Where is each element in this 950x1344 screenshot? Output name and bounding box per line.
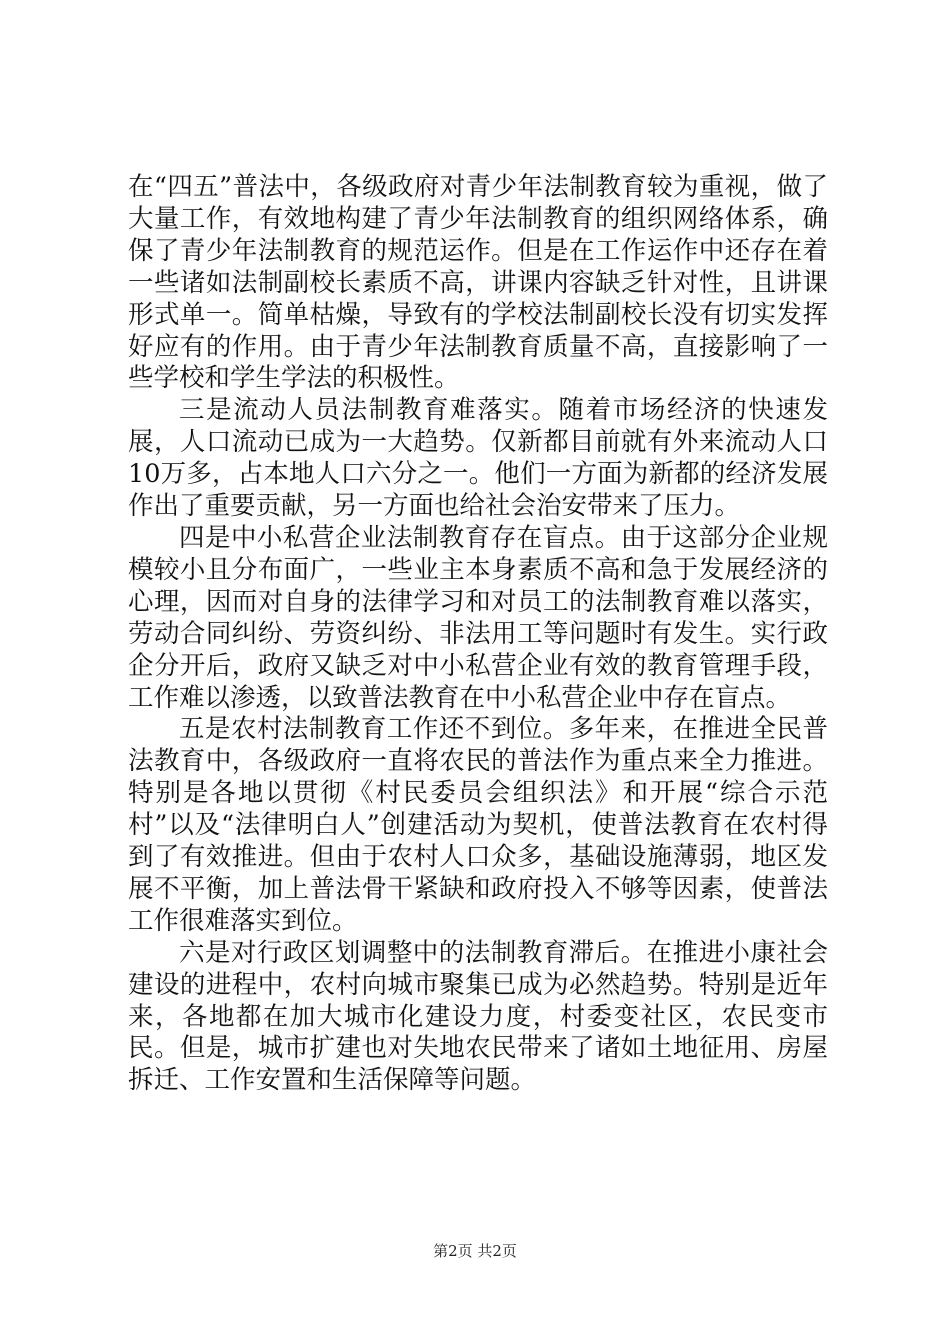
paragraph-5: 六是对行政区划调整中的法制教育滞后。在推进小康社会建设的进程中，农村向城市聚集已成为必然趋势。特别是近年来，各地都在加大城市化建设力度，村委变社区，农民变市民。但是，城市扩建也对失地农民带来了诸如土地征用、房屋拆迁、工作安置和生活保障等问题。 xyxy=(128,937,828,1096)
page-footer xyxy=(0,1241,950,1261)
paragraph-1: 在“四五”普法中，各级政府对青少年法制教育较为重视，做了大量工作，有效地构建了青少年法制教育的组织网络体系，确保了青少年法制教育的规范运作。但是在工作运作中还存在着一些诸如法制副校长素质不高，讲课内容缺乏针对性，且讲课形式单一。简单枯燥，导致有的学校法制副校长没有切实发挥好应有的作用。由于青少年法制教育质量不高，直接影响了一些学校和学生学法的积极性。 xyxy=(128,172,828,394)
paragraph-4: 五是农村法制教育工作还不到位。多年来，在推进全民普法教育中，各级政府一直将农民的普法作为重点来全力推进。特别是各地以贯彻《村民委员会组织法》和开展“综合示范村”以及“法律明白人”创建活动为契机，使普法教育在农村得到了有效推进。但由于农村人口众多，基础设施薄弱，地区发展不平衡，加上普法骨干紧缺和政府投入不够等因素，使普法工作很难落实到位。 xyxy=(128,714,828,936)
paragraph-3: 四是中小私营企业法制教育存在盲点。由于这部分企业规模较小且分布面广，一些业主本身素质不高和急于发展经济的心理，因而对自身的法律学习和对员工的法制教育难以落实，劳动合同纠纷、劳资纠纷、非法用工等问题时有发生。实行政企分开后，政府又缺乏对中小私营企业有效的教育管理手段，工作难以渗透，以致普法教育在中小私营企业中存在盲点。 xyxy=(128,522,828,713)
document-body xyxy=(128,172,828,1097)
paragraph-2: 三是流动人员法制教育难落实。随着市场经济的快速发展，人口流动已成为一大趋势。仅新都目前就有外来流动人口10万多，占本地人口六分之一。他们一方面为新都的经济发展作出了重要贡献，另一方面也给社会治安带来了压力。 xyxy=(128,395,828,522)
page-number-label: 第2页 共2页 xyxy=(433,1242,517,1260)
